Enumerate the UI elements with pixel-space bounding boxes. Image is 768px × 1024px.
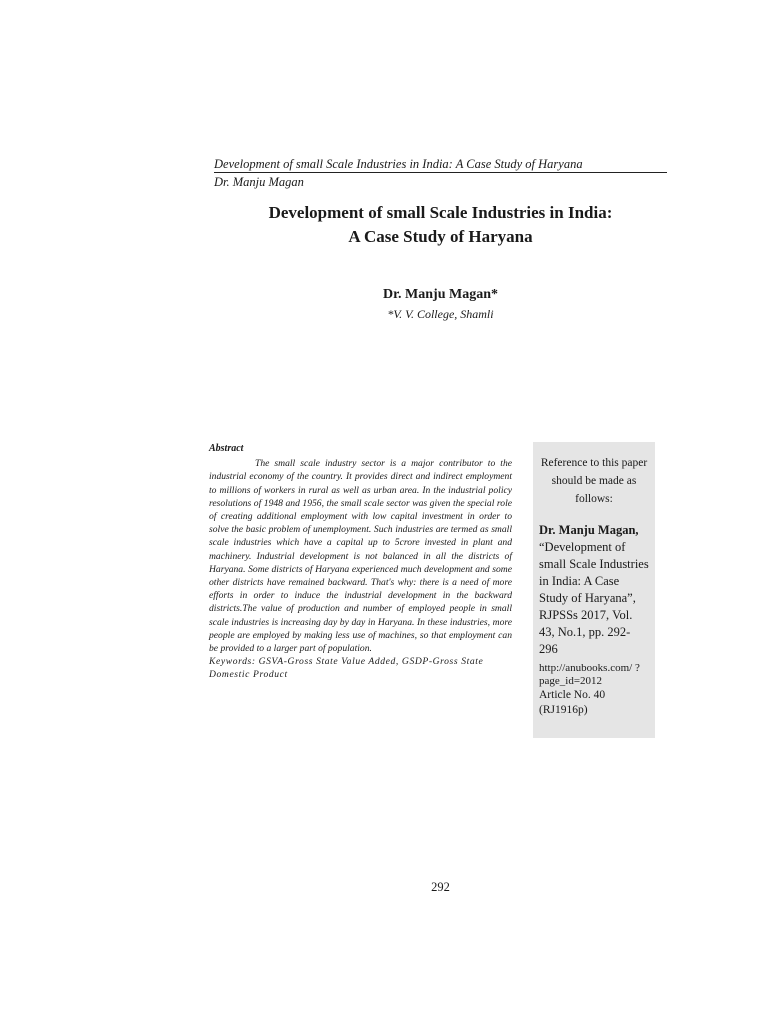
abstract-heading: Abstract xyxy=(209,443,244,454)
running-header-author: Dr. Manju Magan xyxy=(214,175,304,189)
page-number: 292 xyxy=(431,880,450,894)
keywords: Keywords: GSVA-Gross State Value Added, GSDP-Gross State Domestic Product xyxy=(209,656,484,681)
running-header-title: Development of small Scale Industries in India: A Case Study of Haryana xyxy=(214,156,667,173)
reference-citation-text: “Development of small Scale Industries in India: A Case Study of Haryana”, RJPSSs 2017, Vol. 43, No.1, pp. 292-296 xyxy=(539,540,649,656)
paper-title xyxy=(214,201,667,249)
author-affiliation: *V. V. College, Shamli xyxy=(387,307,494,321)
reference-citation xyxy=(539,522,649,658)
reference-intro: Reference to this paper should be made as follows: xyxy=(540,457,648,505)
reference-article-number: Article No. 40 xyxy=(539,689,606,701)
reference-author: Dr. Manju Magan, xyxy=(539,523,639,537)
abstract-section xyxy=(209,442,512,682)
reference-code: (RJ1916p) xyxy=(539,704,588,716)
abstract-body: The small scale industry sector is a major contributor to the industrial economy of the country. It provides direct and indirect employment to millions of workers in rural as well as urban area. In the industrial policy resolutions of 1948 and 1956, the small scale sector was given the special role of creating additional employment with low capital investment in order to solve the basic problem of unemployment. Such industries are termed as small scale industries which have a capital up to 5crore invested in plant and machinery. Industrial development is not balanced in all the districts of Haryana. Some districts of Haryana experienced much development and some other districts have remained backward. That's why: there is a need of more efforts in order to induce the industrial development in the backward districts.The value of production and number of employed people in small scale industries is increasing day by day in Haryana. In these industries, more people are employed by making less use of machines, so that employment can be provided to a larger part of population. xyxy=(209,458,512,655)
author-name: Dr. Manju Magan* xyxy=(383,287,498,302)
reference-box xyxy=(533,442,655,738)
paper-title-line1: Development of small Scale Industries in India: xyxy=(268,203,613,222)
reference-url[interactable]: http://anubooks.com/ ?page_id=2012 xyxy=(539,662,640,687)
paper-title-line2: A Case Study of Haryana xyxy=(348,227,533,246)
running-header xyxy=(214,156,667,190)
